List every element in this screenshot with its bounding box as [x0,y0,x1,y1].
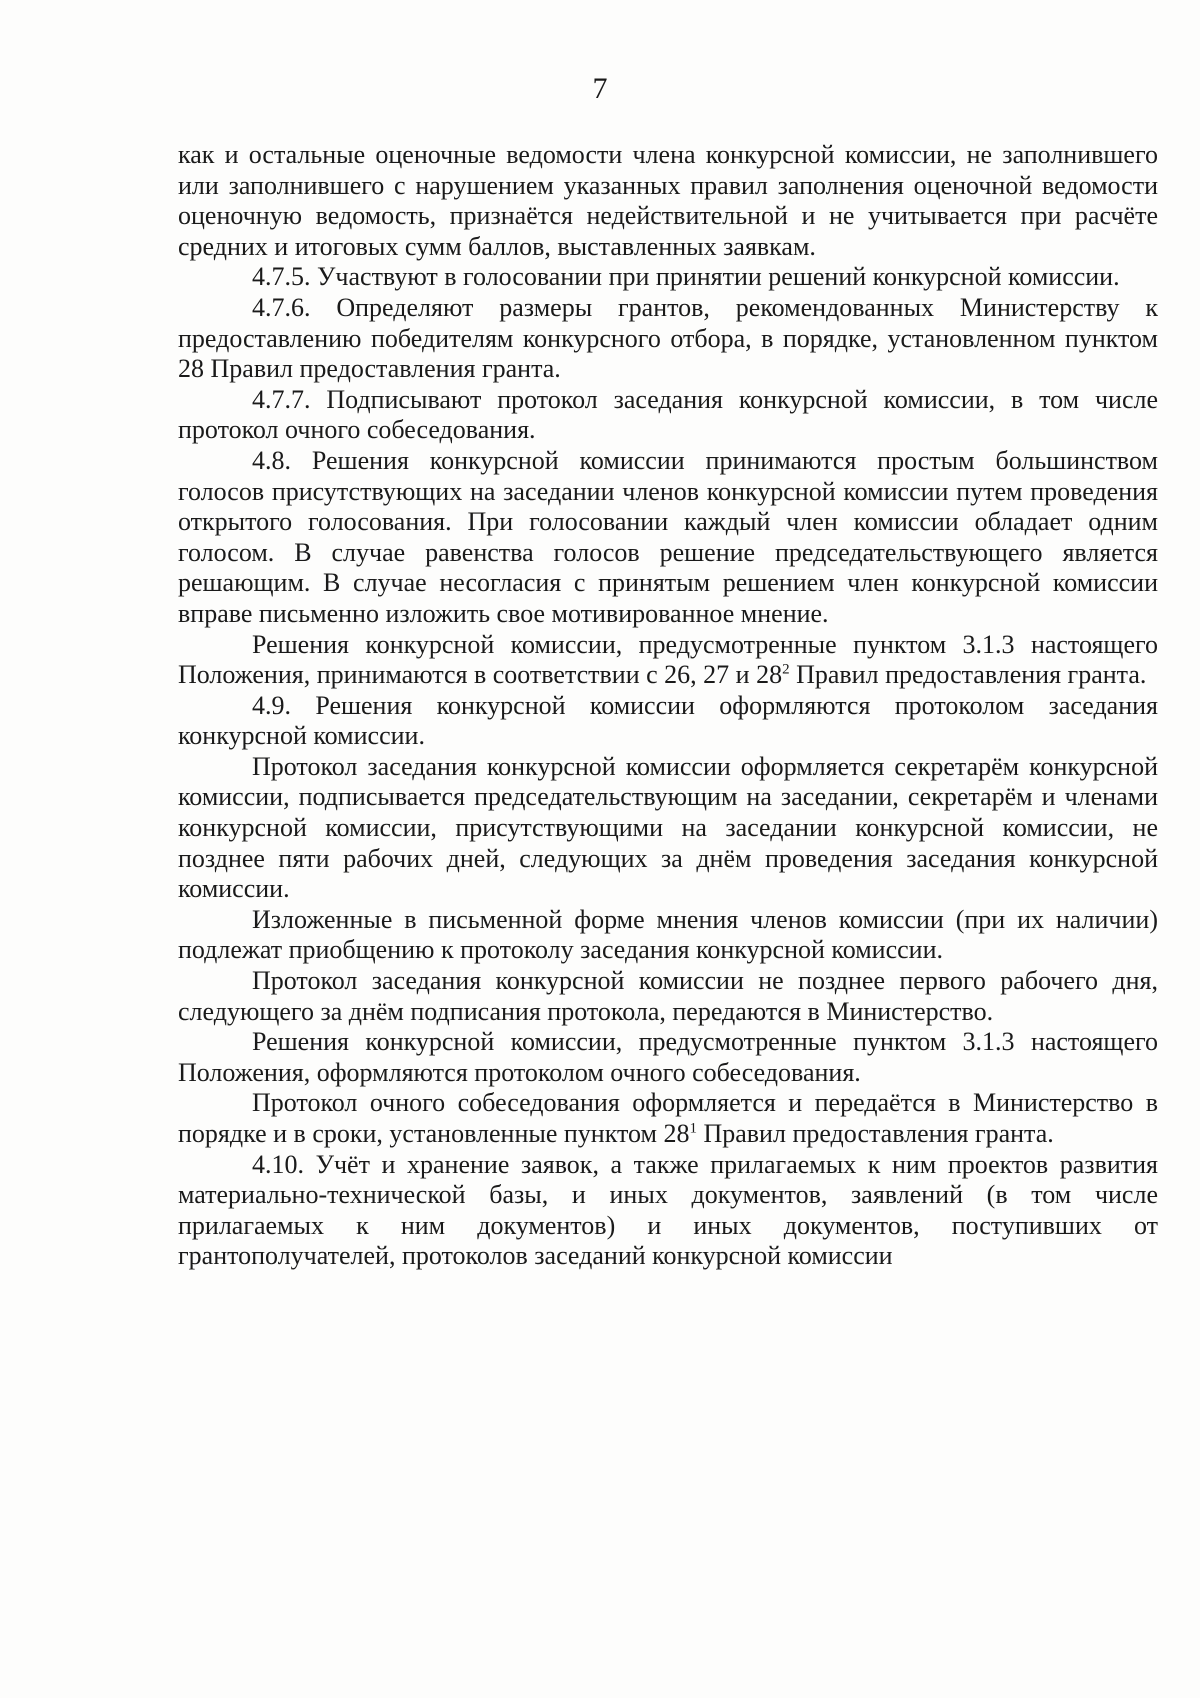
paragraph-continuation: как и остальные оценочные ведомости члена конкурсной комиссии, не заполнившего или заполнившего с нарушением указанных правил заполнения оценочной ведомости оценочную ведомость, признаётся недействительной и не учитывается при расчёте средних и итоговых сумм баллов, выставленных заявкам. [178,140,1158,261]
paragraph-4-8: 4.8. Решения конкурсной комиссии принимаются простым большинством голосов присутствующих на заседании членов конкурсной комиссии путем проведения открытого голосования. При голосовании каждый член комиссии обладает одним голосом. В случае равенства голосов решение председательствующего является решающим. В случае несогласия с принятым решением член конкурсной комиссии вправе письменно изложить свое мотивированное мнение. [178,445,1158,628]
superscript: 2 [782,661,790,678]
page-number: 7 [592,72,608,105]
paragraph-protocol-secretary: Протокол заседания конкурсной комиссии оформляется секретарём конкурсной комиссии, подписывается председательствующим на заседании, секретарём и членами конкурсной комиссии, присутствующими на заседании конкурсной комиссии, не позднее пяти рабочих дней, следующих за днём проведения заседания конкурсной комиссии. [178,751,1158,904]
paragraph-decisions-interview: Решения конкурсной комиссии, предусмотренные пунктом 3.1.3 настоящего Положения, оформляются протоколом очного собеседования. [178,1027,1158,1087]
paragraph-4-9: 4.9. Решения конкурсной комиссии оформляются протоколом заседания конкурсной комиссии. [178,690,1158,751]
paragraph-protocol-transfer: Протокол заседания конкурсной комиссии не позднее первого рабочего дня, следующего за днём подписания протокола, передаются в Министерство. [178,966,1158,1026]
paragraph-written-opinions: Изложенные в письменной форме мнения членов комиссии (при их наличии) подлежат приобщению к протоколу заседания конкурсной комиссии. [178,904,1158,965]
text-segment: Правил предоставления гранта. [696,1119,1054,1148]
document-body [178,140,1158,1272]
paragraph-4-7-7: 4.7.7. Подписывают протокол заседания конкурсной комиссии, в том числе протокол очного собеседования. [178,384,1158,445]
paragraph-decisions-3-1-3 [178,630,1158,691]
paragraph-4-7-6: 4.7.6. Определяют размеры грантов, рекомендованных Министерству к предоставлению победителям конкурсного отбора, в порядке, установленном пунктом 28 Правил предоставления гранта. [178,292,1158,384]
text-segment: Протокол очного собеседования оформляется и передаётся в Министерство в порядке и в сроки, установленные пунктом 28 [178,1088,1158,1148]
superscript: 1 [689,1120,697,1137]
text-segment: Решения конкурсной комиссии, предусмотренные пунктом 3.1.3 настоящего Положения, принимаются в соответствии с 26, 27 и 28 [178,629,1158,690]
paragraph-4-7-5: 4.7.5. Участвуют в голосовании при принятии решений конкурсной комиссии. [252,262,1120,292]
paragraph-4-10: 4.10. Учёт и хранение заявок, а также прилагаемых к ним проектов развития материально-технической базы, и иных документов, заявлений (в том числе прилагаемых к ним документов) и иных документов, поступивших от грантополучателей, протоколов заседаний конкурсной комиссии [178,1149,1158,1271]
paragraph-interview-protocol [178,1088,1158,1149]
text-segment: Правил предоставления гранта. [789,660,1147,690]
